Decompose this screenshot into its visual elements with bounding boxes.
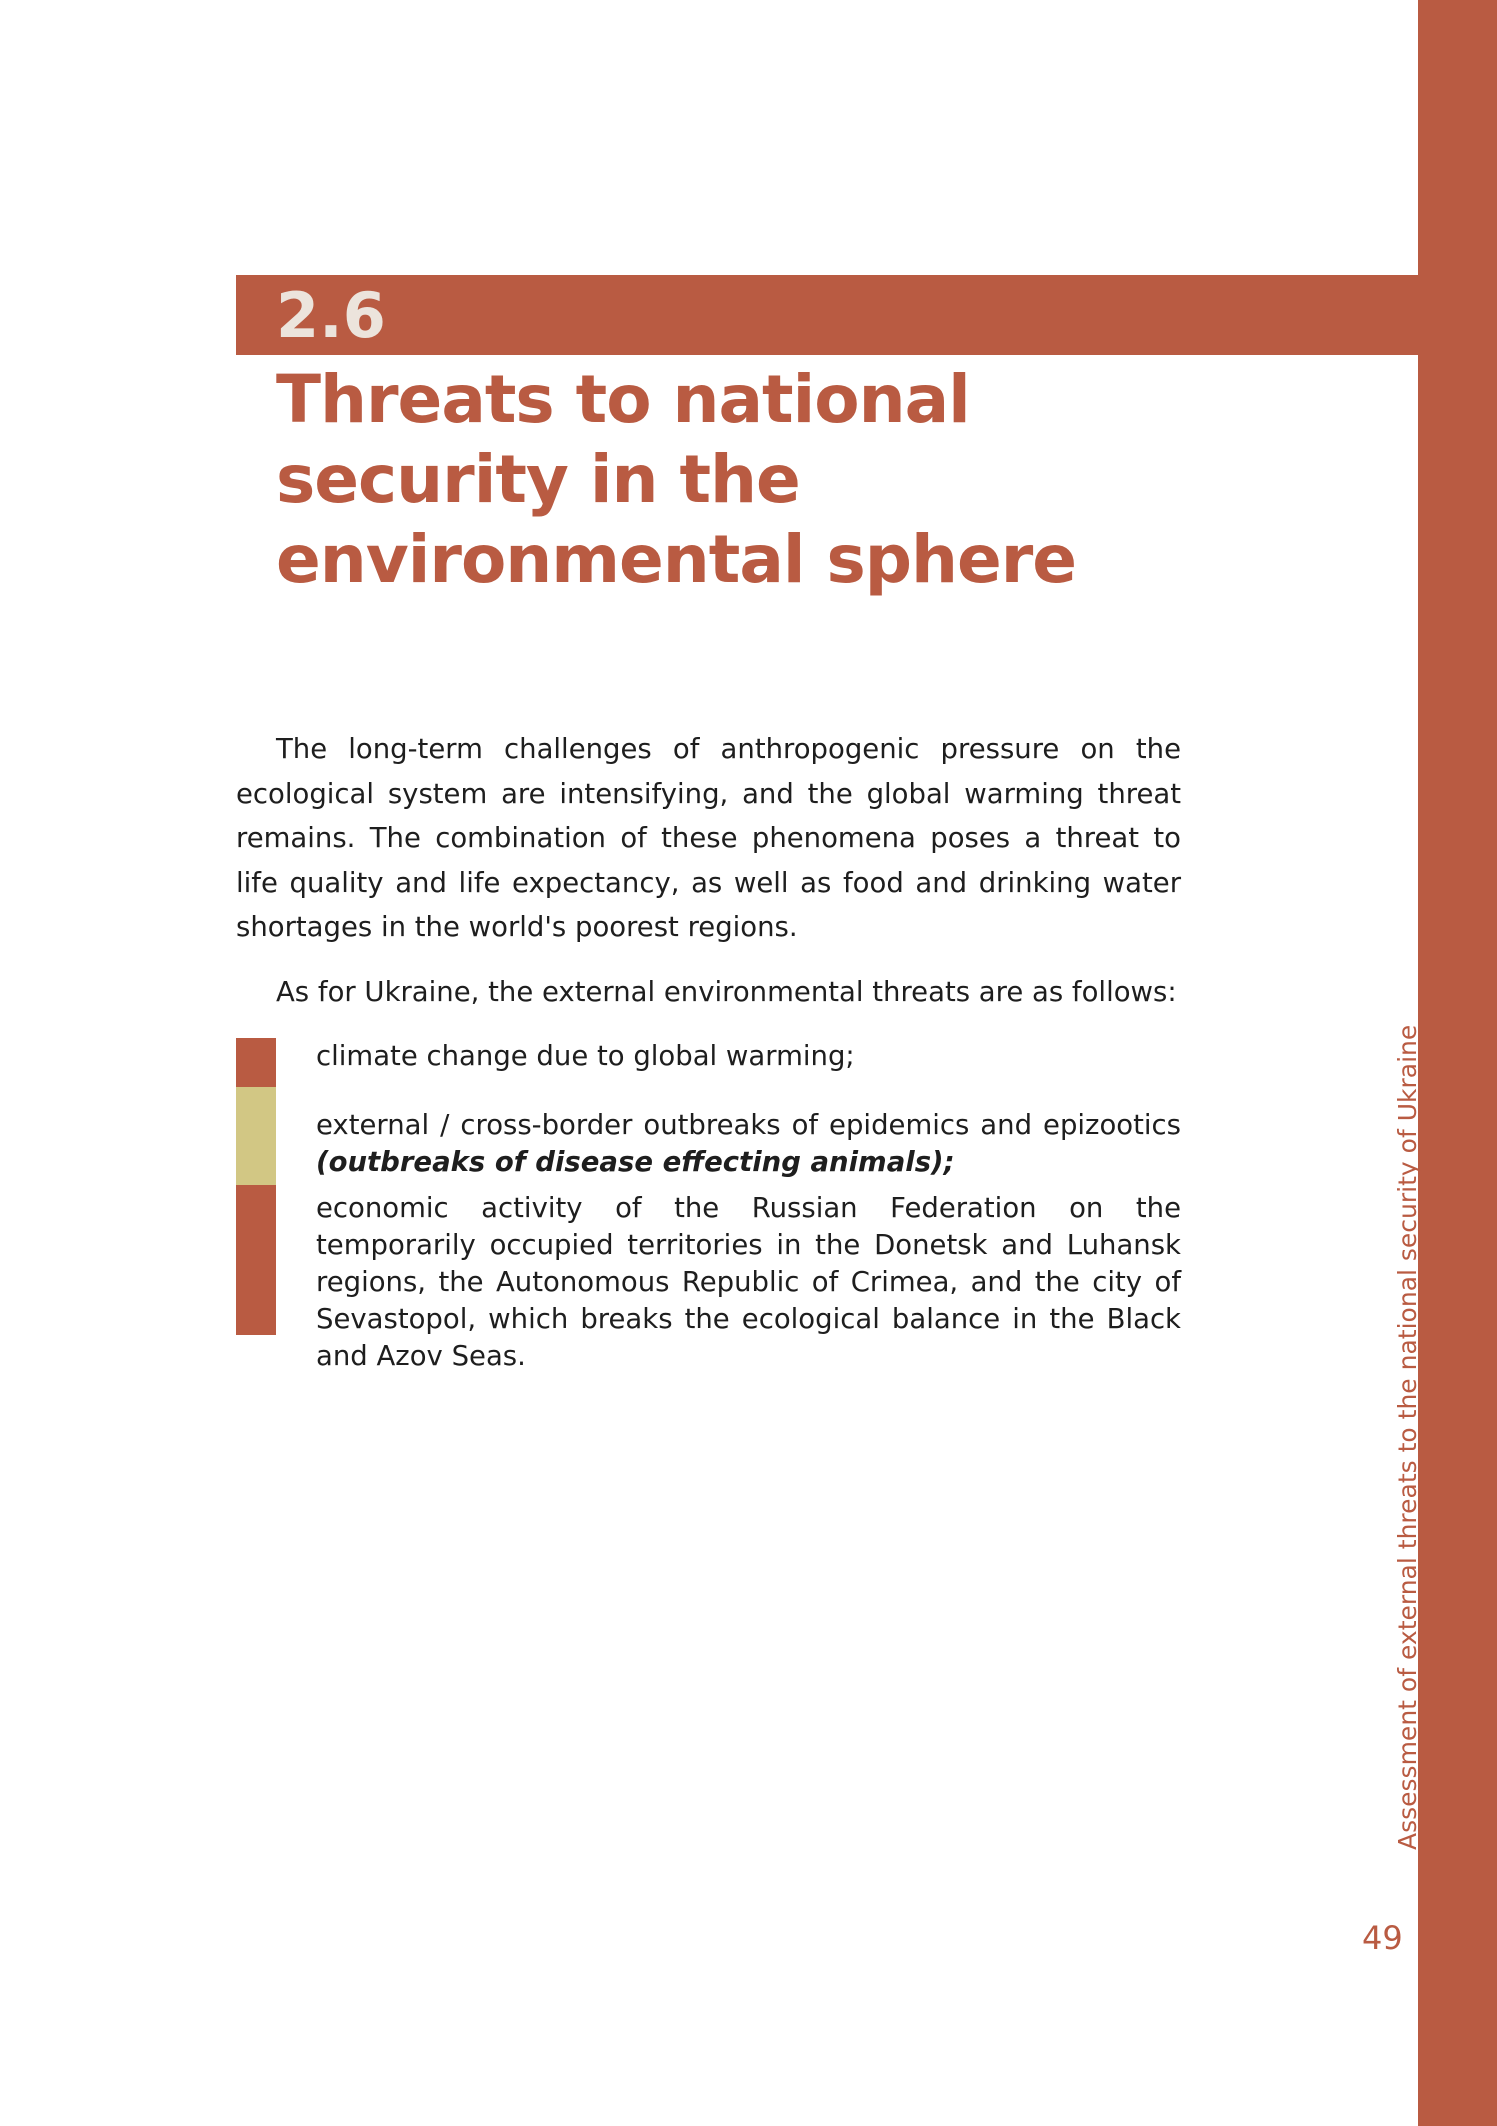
section-number: 2.6 (276, 279, 386, 352)
page-number: 49 (1362, 1919, 1403, 1957)
threat-list (236, 1038, 1181, 1372)
threat-marker-bar (236, 1087, 276, 1185)
threat-note: (outbreaks of disease effecting animals); (316, 1146, 955, 1178)
section-title: Threats to national security in the environmental sphere (276, 361, 1077, 598)
threat-item (236, 1185, 1181, 1372)
threats-intro-paragraph: As for Ukraine, the external environmental threats are as follows: (276, 976, 1177, 1008)
threat-text: economic activity of the Russian Federation on the temporarily occupied territories in the Donetsk and Luhansk regions, the Autonomous Republic of Crimea, and the city of Sevastopol, which breaks the ecological balance in the Black and Azov Seas. (316, 1192, 1181, 1372)
running-title: Assessment of external threats to the national security of Ukraine (1393, 1024, 1422, 1850)
threat-text: climate change due to global warming; (316, 1040, 855, 1072)
threat-item (236, 1038, 1181, 1087)
threat-main-text: external / cross-border outbreaks of epidemics and epizootics (316, 1109, 1181, 1141)
threat-text (316, 1107, 1181, 1181)
side-accent-stripe (1418, 0, 1497, 2126)
threat-item (236, 1087, 1181, 1185)
threat-marker-bar (236, 1185, 276, 1335)
threat-marker-bar (236, 1038, 276, 1087)
section-header-band (236, 275, 1418, 355)
intro-paragraph: The long-term challenges of anthropogenic pressure on the ecological system are intensifying, and the global warming threat remains. The combination of these phenomena poses a threat to life quality and life expectancy, as well as food and drinking water shortages in the world's poorest regions. (236, 733, 1181, 943)
